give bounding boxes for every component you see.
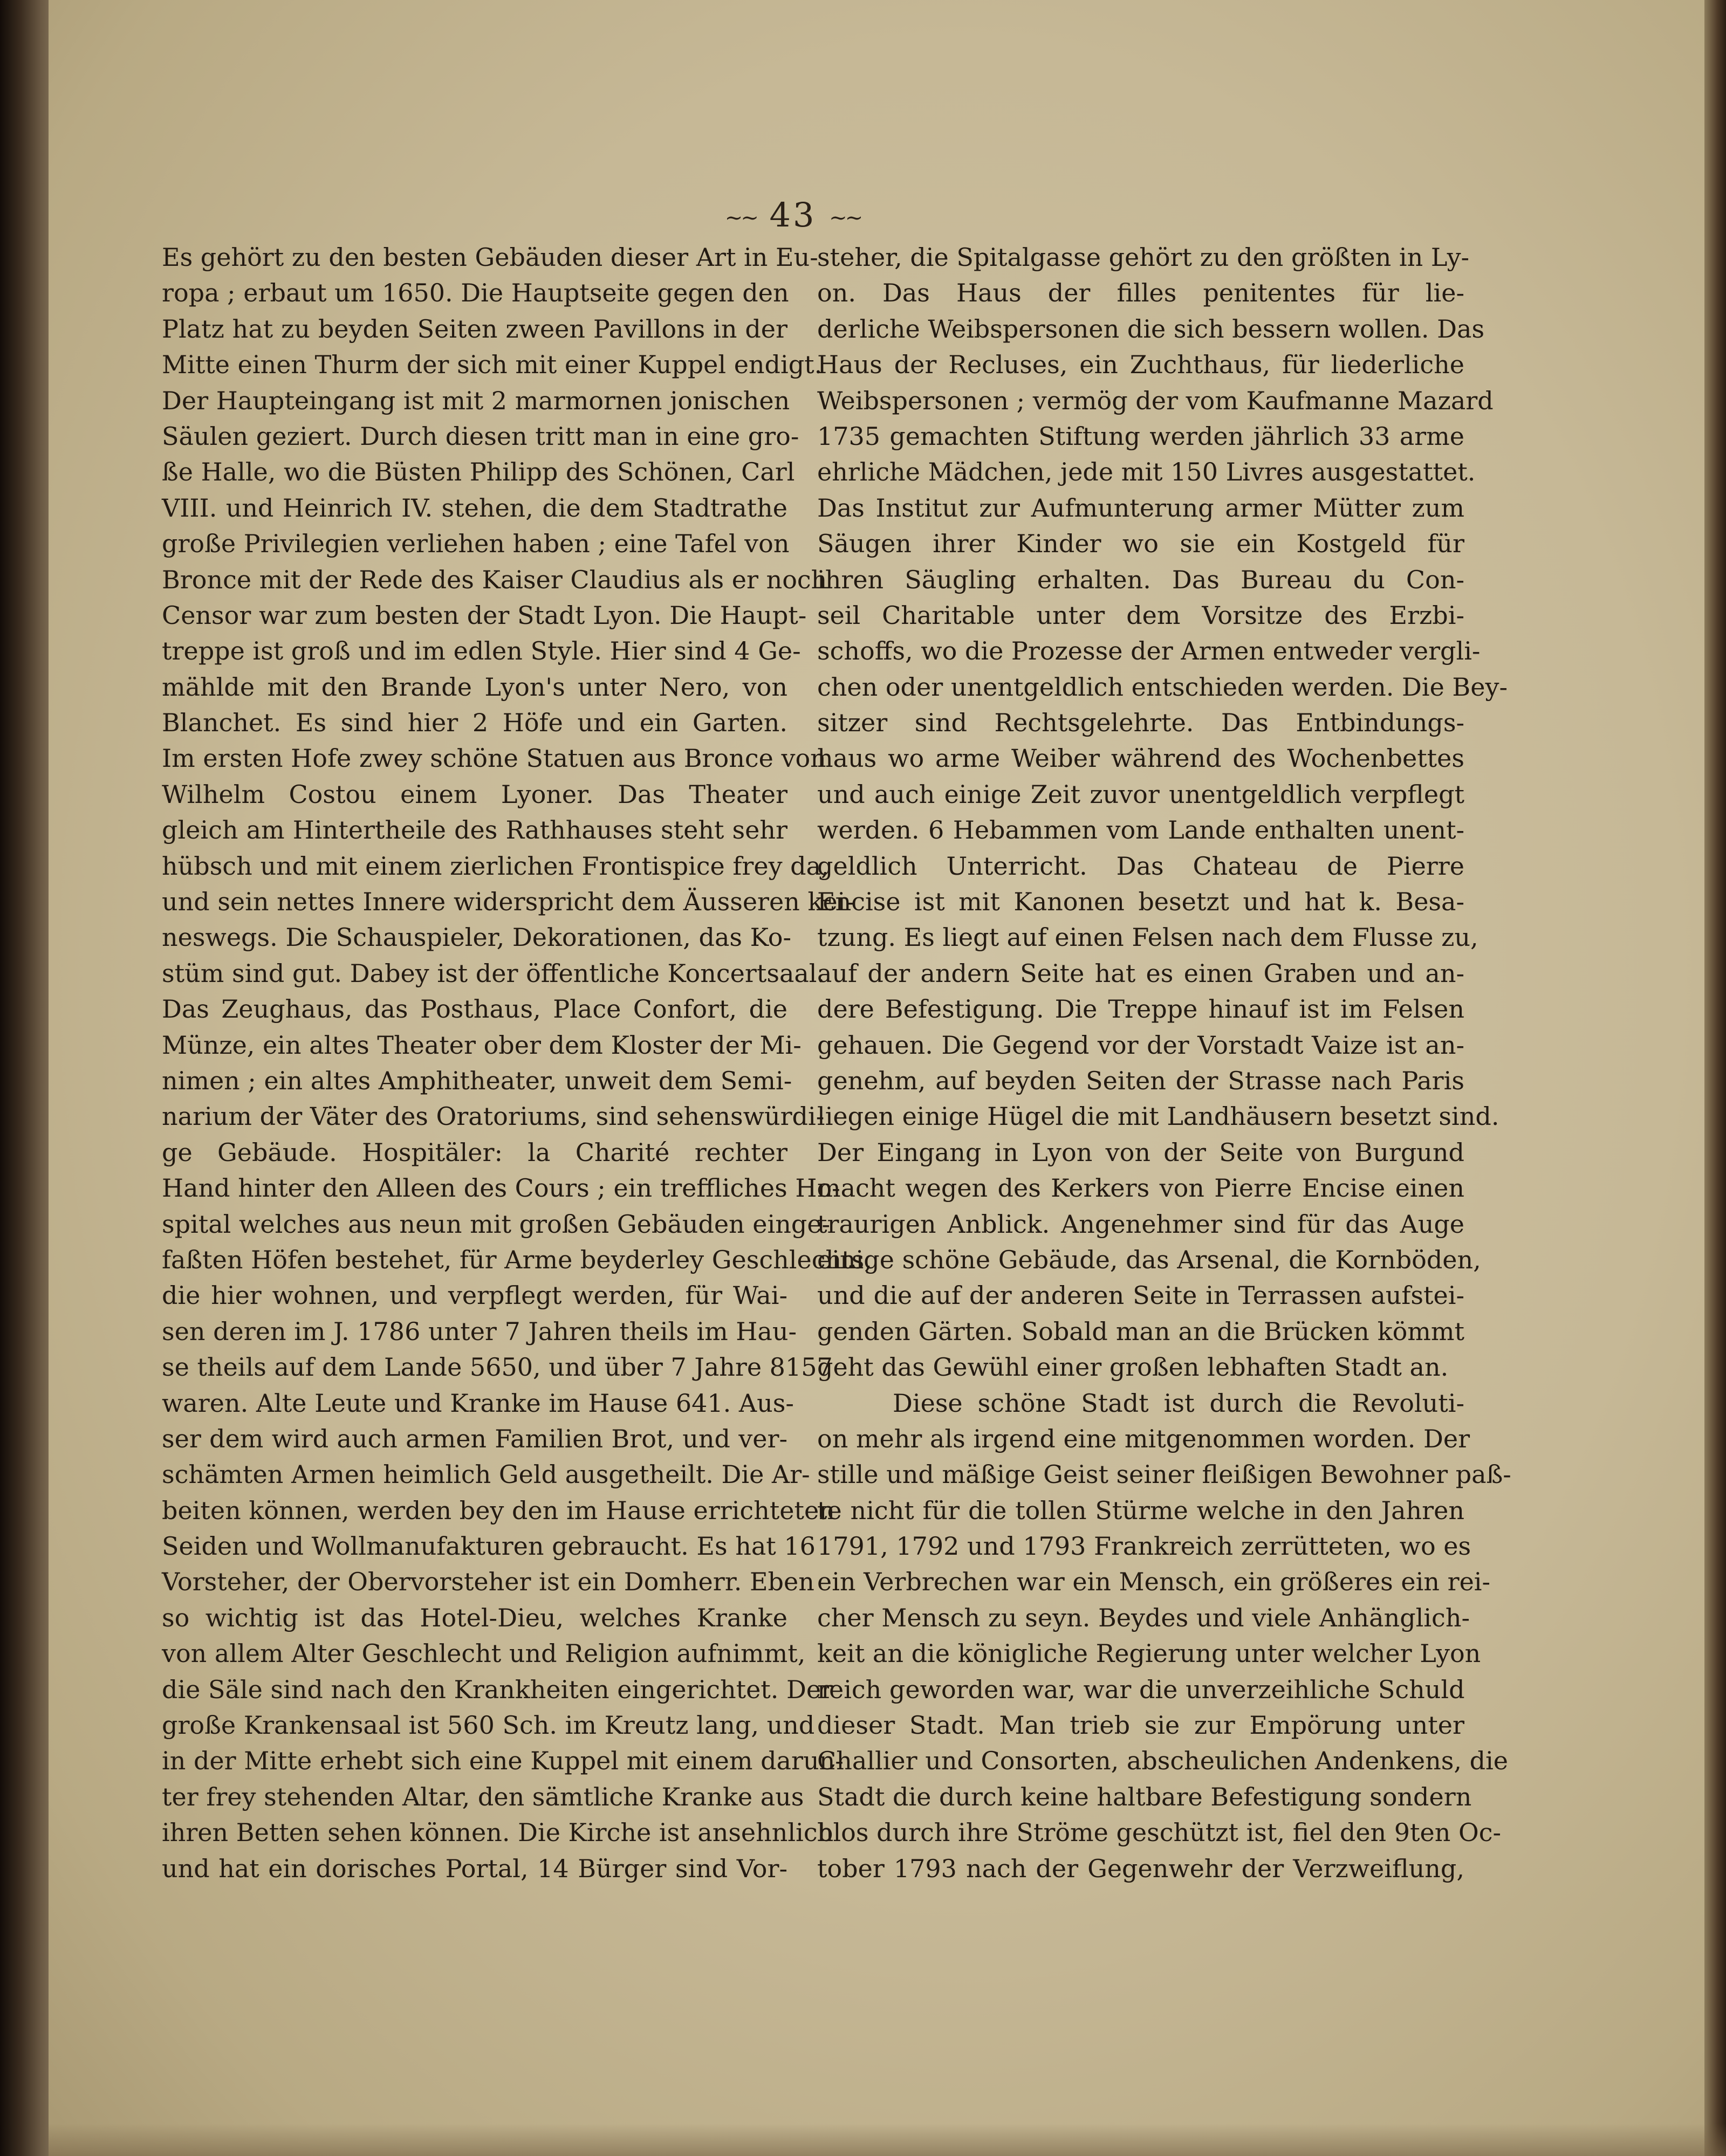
text-line: stüm sind gut. Dabey ist der öffentliche Koncertsaal. xyxy=(162,958,825,988)
text-line: werden. 6 Hebammen vom Lande enthalten unent- xyxy=(817,815,1464,845)
text-line: schoffs, wo die Prozesse der Armen entweder vergli- xyxy=(817,636,1481,666)
text-line: Haus der Recluses, ein Zuchthaus, für liederliche xyxy=(817,350,1464,380)
text-line: derliche Weibspersonen die sich bessern wollen. Das xyxy=(817,314,1485,344)
text-line: und die auf der anderen Seite in Terrassen aufstei- xyxy=(817,1281,1464,1310)
text-line: Das Zeughaus, das Posthaus, Place Confort, die xyxy=(162,994,787,1024)
text-line: Weibspersonen ; vermög der vom Kaufmanne Mazard xyxy=(817,386,1494,415)
text-line: macht wegen des Kerkers von Pierre Encise einen xyxy=(817,1173,1464,1203)
text-line: dieser Stadt. Man trieb sie zur Empörung unter xyxy=(817,1711,1464,1740)
text-line: steher, die Spitalgasse gehört zu den größten in Ly- xyxy=(817,243,1470,272)
text-line: te nicht für die tollen Stürme welche in den Jahren xyxy=(817,1495,1464,1525)
text-line: von allem Alter Geschlecht und Religion aufnimmt, xyxy=(162,1639,806,1669)
left-text-column xyxy=(162,239,872,1886)
text-line: Bronce mit der Rede des Kaiser Claudius als er noch xyxy=(162,565,827,594)
text-line: treppe ist groß und im edlen Style. Hier sind 4 Ge- xyxy=(162,636,801,666)
text-line: Stadt die durch keine haltbare Befestigung sondern xyxy=(817,1782,1472,1811)
text-line: keit an die königliche Regierung unter welcher Lyon xyxy=(817,1639,1481,1669)
text-line: Das Institut zur Aufmunterung armer Mütter zum xyxy=(817,493,1464,523)
text-line: geht das Gewühl einer großen lebhaften Stadt an. xyxy=(817,1352,1449,1382)
text-line: Diese schöne Stadt ist durch die Revoluti- xyxy=(893,1388,1464,1418)
right-text-column xyxy=(817,239,1511,1886)
text-line: sitzer sind Rechtsgelehrte. Das Entbindungs- xyxy=(817,708,1464,738)
text-line: Der Eingang in Lyon von der Seite von Burgund xyxy=(817,1137,1464,1167)
text-line: Säugen ihrer Kinder wo sie ein Kostgeld für xyxy=(817,529,1464,559)
text-line: on mehr als irgend eine mitgenommen worden. Der xyxy=(817,1424,1470,1453)
text-line: neswegs. Die Schauspieler, Dekorationen, das Ko- xyxy=(162,923,792,952)
text-line: tober 1793 nach der Gegenwehr der Verzweiflung, xyxy=(817,1853,1464,1883)
text-line: schämten Armen heimlich Geld ausgetheilt. Die Ar- xyxy=(162,1460,810,1489)
text-line: Censor war zum besten der Stadt Lyon. Die Haupt- xyxy=(162,600,807,630)
text-line: ihren Betten sehen können. Die Kirche ist ansehnlich xyxy=(162,1818,834,1848)
text-line: genehm, auf beyden Seiten der Strasse nach Paris xyxy=(817,1066,1464,1095)
page-bottom-edge xyxy=(49,2124,1726,2156)
text-line: on. Das Haus der filles penitentes für lie- xyxy=(817,278,1464,308)
text-line: blos durch ihre Ströme geschützt ist, fiel den 9ten Oc- xyxy=(817,1818,1502,1848)
text-line: Mitte einen Thurm der sich mit einer Kuppel endigt. xyxy=(162,350,823,380)
text-line: stille und mäßige Geist seiner fleißigen Bewohner paß- xyxy=(817,1460,1511,1489)
text-line: narium der Väter des Oratoriums, sind sehenswürdi- xyxy=(162,1102,825,1131)
text-line: haus wo arme Weiber während des Wochenbettes xyxy=(817,744,1464,773)
text-line: große Krankensaal ist 560 Sch. im Kreutz lang, und xyxy=(162,1711,815,1740)
text-line: hübsch und mit einem zierlichen Frontispice frey da, xyxy=(162,851,829,881)
text-line: Es gehört zu den besten Gebäuden dieser Art in Eu- xyxy=(162,243,818,272)
text-line: Blanchet. Es sind hier 2 Höfe und ein Garten. xyxy=(162,708,787,738)
text-line: in der Mitte erhebt sich eine Kuppel mit einem darun- xyxy=(162,1746,844,1776)
text-line: reich geworden war, war die unverzeihliche Schuld xyxy=(817,1674,1465,1704)
text-line: Seiden und Wollmanufakturen gebraucht. Es hat 16 xyxy=(162,1532,816,1561)
text-line: und hat ein dorisches Portal, 14 Bürger sind Vor- xyxy=(162,1853,787,1883)
ornament-right: ~~ xyxy=(829,205,861,230)
text-line: tzung. Es liegt auf einen Felsen nach dem Flusse zu, xyxy=(817,923,1478,952)
text-line: faßten Höfen bestehet, für Arme beyderley Geschlechts, xyxy=(162,1245,872,1274)
text-line: Encise ist mit Kanonen besetzt und hat k. Besa- xyxy=(817,887,1464,917)
text-line: waren. Alte Leute und Kranke im Hause 641. Aus- xyxy=(162,1388,794,1418)
text-line: 1791, 1792 und 1793 Frankreich zerrütteten, wo es xyxy=(817,1532,1471,1561)
text-line: liegen einige Hügel die mit Landhäusern besetzt sind. xyxy=(817,1102,1499,1131)
text-line: Challier und Consorten, abscheulichen Andenkens, die xyxy=(817,1746,1509,1776)
text-line: sen deren im J. 1786 unter 7 Jahren theils im Hau- xyxy=(162,1316,797,1346)
text-line: genden Gärten. Sobald man an die Brücken kömmt xyxy=(817,1316,1464,1346)
text-line: chen oder unentgeldlich entschieden werden. Die Bey- xyxy=(817,672,1508,702)
text-line: Wilhelm Costou einem Lyoner. Das Theater xyxy=(162,779,787,809)
text-line: ihren Säugling erhalten. Das Bureau du Con- xyxy=(817,565,1464,594)
text-line: traurigen Anblick. Angenehmer sind für das Auge xyxy=(817,1209,1464,1239)
text-line: ehrliche Mädchen, jede mit 150 Livres ausgestattet. xyxy=(817,457,1476,487)
text-line: und sein nettes Innere widerspricht dem Äusseren kei- xyxy=(162,887,854,917)
text-line: gleich am Hintertheile des Rathhauses steht sehr xyxy=(162,815,787,845)
text-line: Münze, ein altes Theater ober dem Kloster der Mi- xyxy=(162,1030,802,1060)
text-line: gehauen. Die Gegend vor der Vorstadt Vaize ist an- xyxy=(817,1030,1464,1060)
text-line: Hand hinter den Alleen des Cours ; ein treffliches Ho- xyxy=(162,1173,840,1203)
text-line: VIII. und Heinrich IV. stehen, die dem Stadtrathe xyxy=(162,493,787,523)
text-line: se theils auf dem Lande 5650, und über 7 Jahre 8157 xyxy=(162,1352,833,1382)
text-line: geldlich Unterricht. Das Chateau de Pierre xyxy=(817,851,1464,881)
text-line: cher Mensch zu seyn. Beydes und viele Anhänglich- xyxy=(817,1603,1470,1632)
text-line: Vorsteher, der Obervorsteher ist ein Domherr. Eben xyxy=(162,1567,814,1597)
text-line: ein Verbrechen war ein Mensch, ein größeres ein rei- xyxy=(817,1567,1491,1597)
page-number-value: 43 xyxy=(769,195,817,235)
text-line: spital welches aus neun mit großen Gebäuden einge- xyxy=(162,1209,831,1239)
text-line: mählde mit den Brande Lyon's unter Nero, von xyxy=(162,672,787,702)
text-line: auf der andern Seite hat es einen Graben und an- xyxy=(817,958,1464,988)
ornament-left: ~~ xyxy=(724,205,757,230)
text-line: Der Haupteingang ist mit 2 marmornen jonischen xyxy=(162,386,790,415)
text-line: Säulen geziert. Durch diesen tritt man in eine gro- xyxy=(162,421,799,451)
text-line: die hier wohnen, und verpflegt werden, für Wai- xyxy=(162,1281,787,1310)
page-right-edge xyxy=(1704,0,1726,2156)
text-line: ter frey stehenden Altar, den sämtliche Kranke aus xyxy=(162,1782,804,1811)
text-line: beiten können, werden bey den im Hause errichteten xyxy=(162,1495,835,1525)
text-line: Platz hat zu beyden Seiten zween Pavillons in der xyxy=(162,314,787,344)
text-line: die Säle sind nach den Krankheiten eingerichtet. Der xyxy=(162,1674,833,1704)
text-line: dere Befestigung. Die Treppe hinauf ist im Felsen xyxy=(817,994,1464,1024)
text-line: ropa ; erbaut um 1650. Die Hauptseite gegen den xyxy=(162,278,789,308)
text-line: ge Gebäude. Hospitäler: la Charité rechter xyxy=(162,1137,787,1167)
text-line: so wichtig ist das Hotel-Dieu, welches Kranke xyxy=(162,1603,787,1632)
text-line: einige schöne Gebäude, das Arsenal, die Kornböden, xyxy=(817,1245,1481,1274)
text-line: Im ersten Hofe zwey schöne Statuen aus Bronce von xyxy=(162,744,826,773)
text-line: ße Halle, wo die Büsten Philipp des Schönen, Carl xyxy=(162,457,795,487)
text-line: ser dem wird auch armen Familien Brot, und ver- xyxy=(162,1424,787,1453)
page-number xyxy=(696,195,890,235)
text-line: 1735 gemachten Stiftung werden jährlich 33 arme xyxy=(817,421,1464,451)
text-line: und auch einige Zeit zuvor unentgeldlich verpflegt xyxy=(817,779,1464,809)
text-line: nimen ; ein altes Amphitheater, unweit dem Semi- xyxy=(162,1066,792,1095)
text-line: große Privilegien verliehen haben ; eine Tafel von xyxy=(162,529,790,559)
text-line: seil Charitable unter dem Vorsitze des Erzbi- xyxy=(817,600,1464,630)
